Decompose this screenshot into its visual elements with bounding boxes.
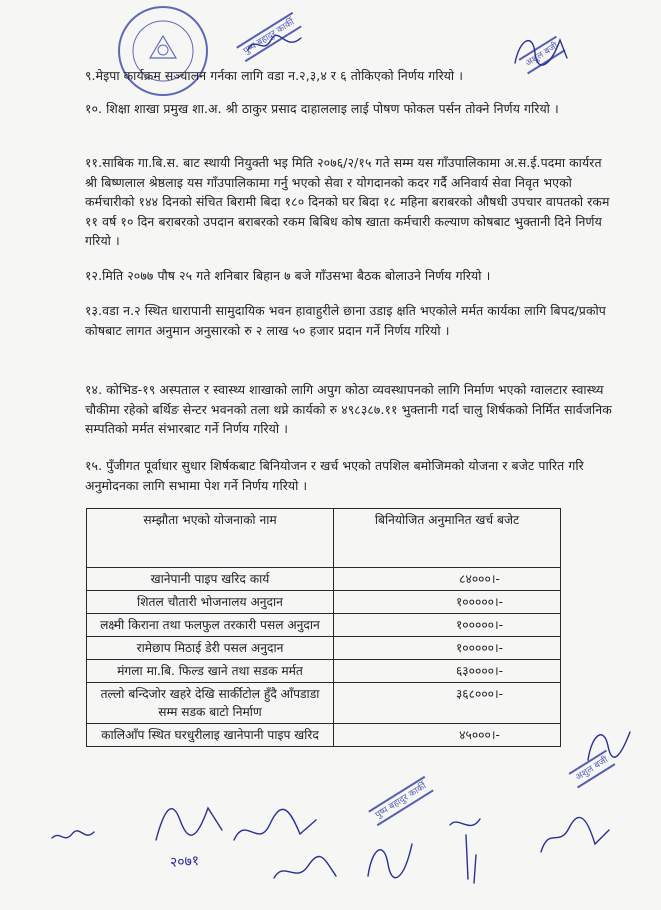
signature-bottom-4	[270, 850, 340, 890]
project-name-cell: रामेछाप मिठाई डेरी पसल अनुदान	[87, 637, 334, 660]
decision-10: १०. शिक्षा शाखा प्रमुख शा.अ. श्री ठाकुर प्रसाद दाहाललाइ लाई पोषण फोकल पर्सन तोक्ने निर्णय गरियो ।	[85, 101, 559, 116]
project-name-cell: शितल चौतारी भोजनालय अनुदान	[87, 591, 334, 614]
budget-amount-cell: १०००००।-	[334, 591, 561, 614]
table-row	[87, 660, 561, 683]
signature-bottom-2	[150, 790, 230, 850]
name-stamp-bottom: पुष्प बहादुर कार्की	[368, 776, 434, 826]
budget-table	[86, 508, 561, 747]
budget-amount-cell: १०००००।-	[334, 614, 561, 637]
budget-amount-cell: ६३००००।-	[334, 660, 561, 683]
project-name-cell: खानेपानी पाइप खरिद कार्य	[87, 568, 334, 591]
signature-bottom-6	[440, 805, 500, 885]
column-header-budget: बिनियोजित अनुमानित खर्च बजेट	[334, 509, 561, 568]
decision-12: १२.मिति २०७७ पौष २५ गते शनिबार बिहान ७ बजे गाँउसभा बैठक बोलाउने निर्णय गरियो ।	[85, 268, 491, 283]
officer-stamp-top-right: अशुल बजी	[519, 36, 566, 75]
table-row	[87, 683, 561, 724]
project-name-cell: तल्लो बन्दिजोर खहरे देखि सार्कीटोल हुँदै आँपडाडा सम्म सडक बाटो निर्माण	[87, 683, 334, 724]
budget-amount-cell: ८४०००।-	[334, 568, 561, 591]
signature-top-center	[245, 30, 305, 60]
column-header-project-name: सम्झौता भएको योजनाको नाम	[87, 509, 334, 568]
table-row	[87, 724, 561, 747]
decision-15: १५. पुँजीगत पूर्वाधार सुधार शिर्षकबाट बिनियोजन र खर्च भएको तपशिल बमोजिमको योजना र बजेट पारित गरि अनुमोदनका लागि सभामा पेश गर्ने निर्णय गरियो ।	[85, 458, 584, 493]
decision-13: १३.वडा न.२ स्थित धारापानी सामुदायिक भवन हावाहुरीले छाना उडाइ क्षति भएकोले मर्मत कार्यका लागि बिपद/प्रकोप कोषबाट लागत अनुमान अनुसारको रु २ लाख ५० हजार प्रदान गर्ने निर्णय गरियो ।	[85, 303, 606, 338]
budget-amount-cell: ३६८०००।-	[334, 683, 561, 724]
decision-14: १४. कोभिड-१९ अस्पताल र स्वास्थ्य शाखाको लागि अपुग कोठा व्यवस्थापनको लागि निर्माण भएको ग्वालटार स्वास्थ्य चौकीमा रहेको बर्थिङ सेन्टर भवनको तला थप्ने कार्यको रु ४९८३८७.११ भुक्तानी गर्दा चालु शिर्षकको निर्मित सार्वजनिक सम्पतिको मर्मत संभारबाट गर्ने निर्णय गरियो ।	[85, 382, 612, 436]
handwritten-date: २०७१	[169, 853, 200, 871]
decision-9: ९.मेइपा कार्यक्रम सञ्चालन गर्नका लागि वडा न.२,३,४ र ६ तोकिएको निर्णय गरियो ।	[85, 68, 464, 83]
project-name-cell: लक्ष्मी किराना तथा फलफुल तरकारी पसल अनुदान	[87, 614, 334, 637]
table-row	[87, 568, 561, 591]
table-row	[87, 637, 561, 660]
officer-stamp-bottom-right: अशुल बजी	[569, 750, 616, 789]
name-stamp-top: पुष्प बहादुर कार्की	[236, 12, 302, 62]
decision-11: ११.साबिक गा.बि.स. बाट स्थायी नियुक्ती भइ मिति २०७६/२/१५ गते सम्म यस गाँउपालिकामा अ.स.ई.पदमा कार्यरत श्री बिष्णलाल श्रेष्ठलाइ यस गाँउपालिकामा गर्नु भएको सेवा र योगदानको कदर गर्दै अनिवार्य सेवा निवृत भएको कर्मचारीको १४४ दिनको संचित बिरामी बिदा १८० दिनको घर बिदा १८ महिना बराबरको औषधी उपचार वापतको रकम ११ वर्ष १० दिन बराबरको उपदान बराबरको रकम बिबिध कोष खाता कर्मचारी कल्याण कोषबाट भुक्तानी दिने निर्णय गरियो ।	[85, 155, 610, 248]
signature-bottom-5	[360, 830, 420, 885]
table-row	[87, 591, 561, 614]
table-header-row	[87, 509, 561, 568]
project-name-cell: कालिआँप स्थित घरधुरीलाइ खानेपानी पाइप खरिद	[87, 724, 334, 747]
budget-amount-cell: १०००००।-	[334, 637, 561, 660]
signature-bottom-1	[48, 822, 98, 852]
budget-amount-cell: ४५०००।-	[334, 724, 561, 747]
project-name-cell: मंगला मा.बि. फिल्ड खाने तथा सडक मर्मत	[87, 660, 334, 683]
signature-bottom-7	[535, 808, 615, 863]
table-row	[87, 614, 561, 637]
signature-right-margin	[580, 722, 640, 767]
